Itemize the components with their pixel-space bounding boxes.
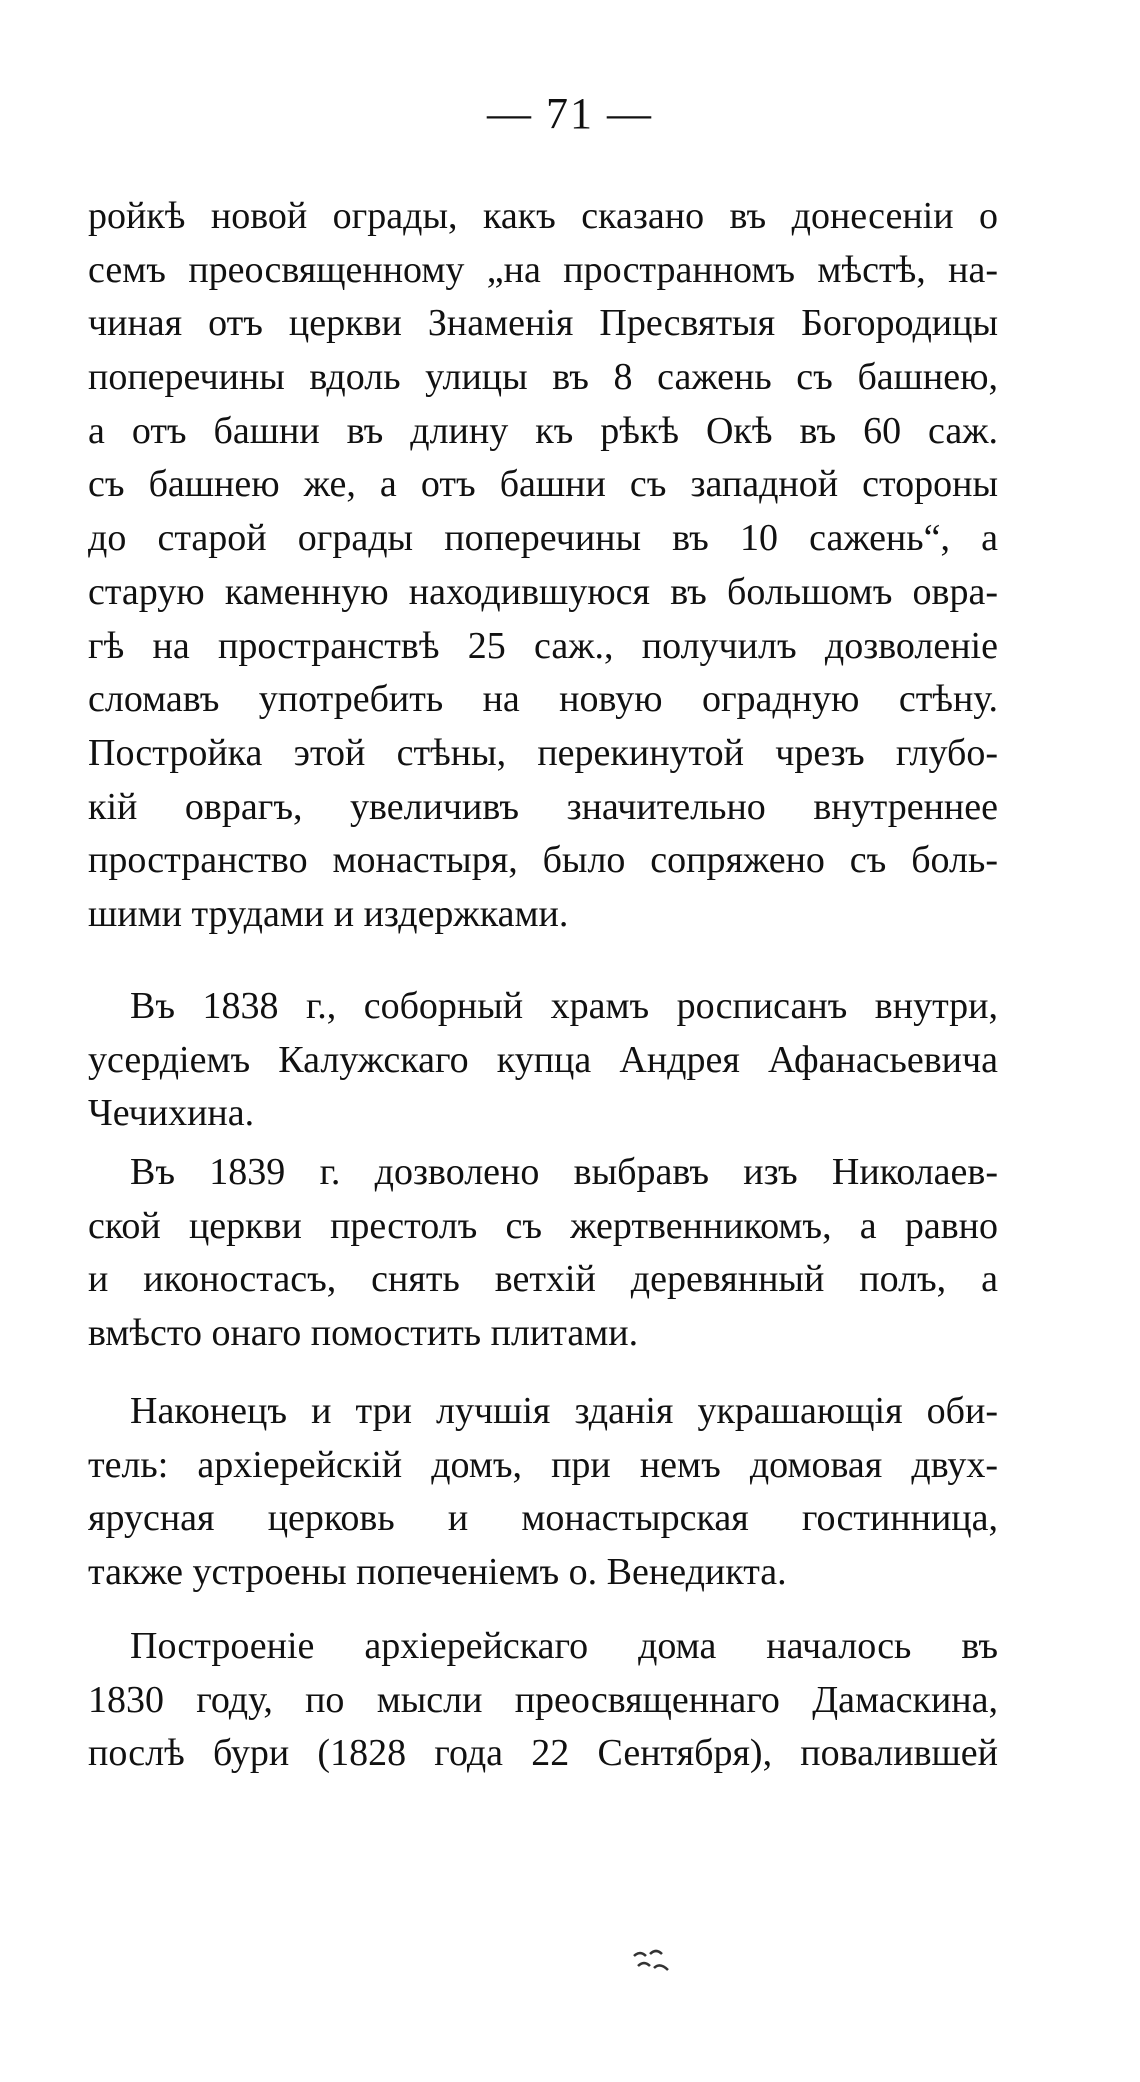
text-line: сломавъ употребить на новую оградную стѣну. (88, 678, 998, 721)
text-line: поперечины вдоль улицы въ 8 сажень съ башнею, (88, 356, 998, 399)
text-line: пространство монастыря, было сопряжено съ боль- (88, 839, 998, 882)
text-line: Построеніе архіерейскаго дома началось въ (130, 1625, 998, 1667)
ornament-mark-icon (630, 1948, 674, 1976)
text-line: семъ преосвященному „на пространномъ мѣстѣ, на- (88, 248, 998, 291)
text-line: старую каменную находившуюся въ большомъ овра- (88, 570, 998, 613)
text-line: ярусная церковь и монастырская гостинница, (88, 1497, 998, 1540)
text-line: съ башнею же, а отъ башни съ западной стороны (88, 463, 998, 506)
text-line: послѣ бури (1828 года 22 Сентября), повалившей (88, 1732, 998, 1775)
paragraph-2 (88, 980, 998, 1141)
text-line: вмѣсто онаго помостить плитами. (88, 1312, 639, 1355)
paragraph-3 (88, 1146, 998, 1361)
text-line: Въ 1839 г. дозволено выбравъ изъ Николаев- (130, 1151, 998, 1193)
text-line: до старой ограды поперечины въ 10 сажень“, а (88, 517, 998, 560)
text-line: чиная отъ церкви Знаменія Пресвятыя Богородицы (88, 302, 998, 345)
text-line: Чечихина. (88, 1092, 255, 1135)
text-line: гѣ на пространствѣ 25 саж., получилъ дозволеніе (88, 624, 998, 667)
text-line: кій оврагъ, увеличивъ значительно внутреннее (88, 785, 998, 828)
text-line: также устроены попеченіемъ о. Венедикта. (88, 1551, 787, 1594)
text-line: ской церкви престолъ съ жертвенникомъ, а равно (88, 1204, 998, 1247)
text-line: и иконостасъ, снять ветхій деревянный полъ, а (88, 1258, 998, 1301)
text-line: Наконецъ и три лучшія зданія украшающія оби- (130, 1390, 998, 1432)
text-line: Постройка этой стѣны, перекинутой чрезъ глубо- (88, 731, 998, 774)
page-number: — 71 — (487, 89, 653, 138)
text-line: ройкѣ новой ограды, какъ сказано въ донесеніи о (88, 195, 998, 237)
text-line: шими трудами и издержками. (88, 892, 569, 935)
text-line: а отъ башни въ длину къ рѣкѣ Окѣ въ 60 саж. (88, 409, 998, 452)
paragraph-4 (88, 1385, 998, 1600)
paragraph-1 (88, 190, 998, 942)
text-line: тель: архіерейскій домъ, при немъ домовая двух- (88, 1443, 998, 1486)
text-line: 1830 году, по мысли преосвященнаго Дамаскина, (88, 1678, 998, 1721)
paragraph-5 (88, 1620, 998, 1781)
text-line: Въ 1838 г., соборный храмъ росписанъ внутри, (130, 985, 998, 1027)
text-line: усердіемъ Калужскаго купца Андрея Афанасьевича (88, 1038, 998, 1081)
